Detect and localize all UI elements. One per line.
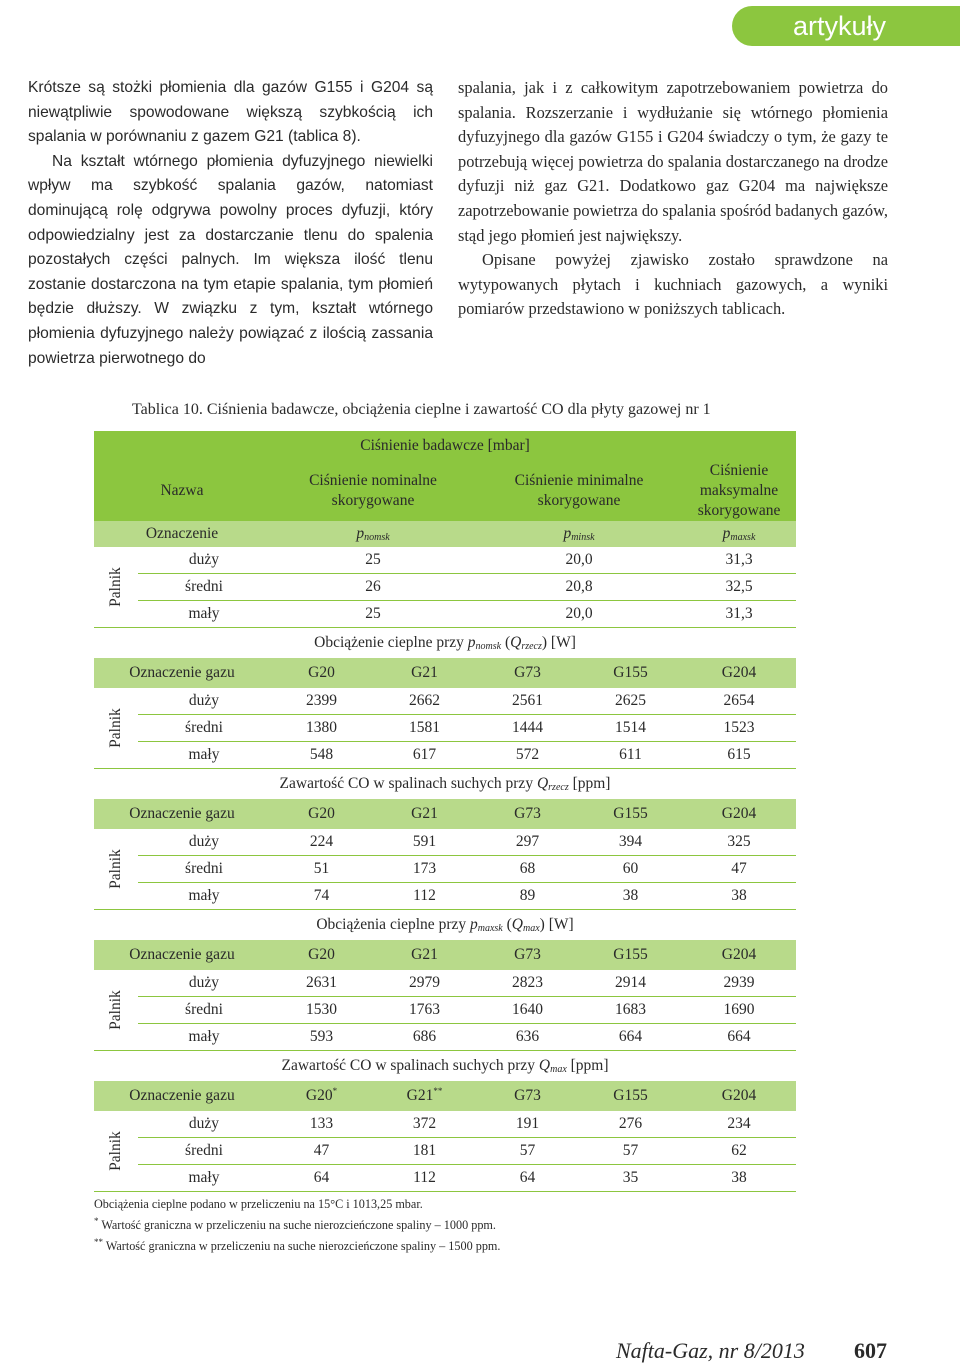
gas-name: G204 bbox=[721, 1087, 757, 1104]
table-cell: 2823 bbox=[476, 970, 579, 997]
gas-header bbox=[476, 799, 579, 829]
text-column-left bbox=[28, 76, 433, 371]
burner-size: mały bbox=[138, 1165, 270, 1192]
table-cell: 686 bbox=[373, 1024, 476, 1051]
gas-header bbox=[270, 658, 373, 688]
table-cell: 1380 bbox=[270, 715, 373, 742]
table-cell: 51 bbox=[270, 856, 373, 883]
gas-name: G21 bbox=[411, 946, 438, 963]
symbol-p: p bbox=[356, 525, 365, 542]
burner-size: mały bbox=[138, 742, 270, 769]
section-tab: artykuły bbox=[732, 6, 960, 46]
table-cell: 112 bbox=[373, 883, 476, 910]
table-cell: 25 bbox=[270, 601, 476, 628]
note-mark: ** bbox=[433, 1086, 443, 1097]
table-cell: 62 bbox=[682, 1138, 796, 1165]
table-row bbox=[94, 1111, 796, 1138]
burner-size: średni bbox=[138, 856, 270, 883]
table-notes bbox=[94, 1196, 500, 1255]
table-cell: 1640 bbox=[476, 997, 579, 1024]
table-cell: 617 bbox=[373, 742, 476, 769]
gas-name: G155 bbox=[613, 946, 648, 963]
col-nominal-header: Ciśnienie nominalne skorygowane bbox=[270, 461, 476, 521]
table-row bbox=[94, 997, 796, 1024]
burner-size: duży bbox=[138, 829, 270, 856]
table-row bbox=[94, 1081, 796, 1111]
table-row bbox=[94, 521, 796, 547]
gas-header bbox=[270, 799, 373, 829]
name-header: Nazwa bbox=[94, 461, 270, 521]
col-min-header: Ciśnienie minimalne skorygowane bbox=[476, 461, 682, 521]
table-cell: 1581 bbox=[373, 715, 476, 742]
table-row bbox=[94, 970, 796, 997]
table-cell: 38 bbox=[682, 883, 796, 910]
data-table bbox=[94, 431, 796, 1192]
table-row bbox=[94, 658, 796, 688]
table-cell: 1444 bbox=[476, 715, 579, 742]
symbol-label: Oznaczenie bbox=[94, 521, 270, 547]
table-cell: 593 bbox=[270, 1024, 373, 1051]
table-caption: Tablica 10. Ciśnienia badawcze, obciążenia cieplne i zawartość CO dla płyty gazowej nr 1 bbox=[132, 401, 711, 418]
table-cell: 1530 bbox=[270, 997, 373, 1024]
gas-header bbox=[373, 1081, 476, 1111]
gas-name: G21 bbox=[411, 664, 438, 681]
burner-size: średni bbox=[138, 997, 270, 1024]
gas-header bbox=[579, 940, 682, 970]
table-cell: 2654 bbox=[682, 688, 796, 715]
table-cell: 31,3 bbox=[682, 547, 796, 574]
gas-name: G20 bbox=[308, 946, 335, 963]
gas-label: Oznaczenie gazu bbox=[94, 658, 270, 688]
table-cell: 2979 bbox=[373, 970, 476, 997]
table-cell: 133 bbox=[270, 1111, 373, 1138]
symbol-sub: maxsk bbox=[477, 923, 503, 934]
table-row bbox=[94, 715, 796, 742]
burner-size: duży bbox=[138, 970, 270, 997]
paragraph: Krótsze są stożki płomienia dla gazów G155 i G204 są niewątpliwie spowodowane większą szybkością ich spalania w porównaniu z gazem G21 (tablica 8). bbox=[28, 79, 433, 146]
gas-header bbox=[682, 799, 796, 829]
table-row bbox=[94, 628, 796, 659]
gas-name: G155 bbox=[613, 805, 648, 822]
symbol-sub: max bbox=[522, 923, 540, 934]
section-text: Zawartość CO w spalinach suchych przy bbox=[279, 775, 537, 792]
symbol-min bbox=[476, 521, 682, 547]
table-cell: 548 bbox=[270, 742, 373, 769]
table-cell: 2399 bbox=[270, 688, 373, 715]
table-row bbox=[94, 940, 796, 970]
table-row bbox=[94, 1138, 796, 1165]
symbol-sub: maxsk bbox=[730, 532, 756, 543]
table-cell: 181 bbox=[373, 1138, 476, 1165]
gas-name: G204 bbox=[721, 664, 757, 681]
table-row bbox=[94, 742, 796, 769]
gas-header bbox=[270, 1081, 373, 1111]
table-cell: 112 bbox=[373, 1165, 476, 1192]
gas-label: Oznaczenie gazu bbox=[94, 1081, 270, 1111]
table-cell: 64 bbox=[270, 1165, 373, 1192]
table-row bbox=[94, 829, 796, 856]
table-cell: 1763 bbox=[373, 997, 476, 1024]
section-text: [ppm] bbox=[568, 775, 611, 792]
symbol-p: p bbox=[469, 916, 478, 933]
gas-name: G21 bbox=[406, 1087, 434, 1105]
table-cell: 572 bbox=[476, 742, 579, 769]
note-text: Wartość graniczna w przeliczeniu na suche nierozcieńczone spaliny – 1500 ppm. bbox=[103, 1239, 501, 1254]
table-cell: 1523 bbox=[682, 715, 796, 742]
table-row bbox=[94, 1051, 796, 1082]
note: Obciążenia cieplne podano w przeliczeniu na 15°C i 1013,25 mbar. bbox=[94, 1197, 423, 1211]
table-cell: 394 bbox=[579, 829, 682, 856]
symbol-nominal bbox=[270, 521, 476, 547]
burner-label bbox=[94, 970, 138, 1051]
table-row bbox=[94, 769, 796, 800]
co-nominal-group bbox=[94, 769, 796, 910]
section-header bbox=[94, 628, 796, 659]
symbol-p: p bbox=[722, 525, 731, 542]
symbol-q: Q bbox=[510, 634, 522, 651]
gas-header bbox=[476, 940, 579, 970]
gas-name: G155 bbox=[613, 1087, 648, 1104]
gas-header bbox=[579, 658, 682, 688]
table-cell: 89 bbox=[476, 883, 579, 910]
gas-name: G204 bbox=[721, 946, 757, 963]
symbol-sub: rzecz bbox=[521, 641, 542, 652]
table-cell: 26 bbox=[270, 574, 476, 601]
burner-label bbox=[94, 547, 138, 628]
table-cell: 234 bbox=[682, 1111, 796, 1138]
gas-header bbox=[373, 799, 476, 829]
gas-label: Oznaczenie gazu bbox=[94, 799, 270, 829]
burner-size: mały bbox=[138, 883, 270, 910]
table-cell: 47 bbox=[270, 1138, 373, 1165]
table-cell: 636 bbox=[476, 1024, 579, 1051]
section-text: Obciążenie cieplne przy bbox=[314, 634, 468, 651]
burner-size: średni bbox=[138, 574, 270, 601]
section-text: [ppm] bbox=[566, 1057, 609, 1074]
note-text: Wartość graniczna w przeliczeniu na suche nierozcieńczone spaliny – 1000 ppm. bbox=[98, 1218, 496, 1233]
table-cell: 20,0 bbox=[476, 601, 682, 628]
page-number: 607 bbox=[854, 1338, 887, 1363]
section-header bbox=[94, 769, 796, 800]
symbol-q: Q bbox=[538, 1057, 551, 1074]
paragraph: spalania, jak i z całkowitym zapotrzebowaniem powietrza do spalania. Rozszerzanie i wydłużanie się wtórnego płomienia dyfuzyjnego dla gazów G155 i G204 świadczy o tym, że gazy te potrzebują więcej powietrza do spalania dostarczanego na drodze dyfuzji niż gaz G21. Dodatkowo gaz G204 ma największe zapotrzebowanie powietrza do spalania spośród badanych gazów, stąd jego płomień jest największy. bbox=[458, 78, 888, 245]
symbol-q: Q bbox=[511, 916, 523, 933]
table-cell: 31,3 bbox=[682, 601, 796, 628]
burner-size: duży bbox=[138, 1111, 270, 1138]
burner-size: średni bbox=[138, 715, 270, 742]
burner-size: mały bbox=[138, 601, 270, 628]
col-max-header: Ciśnienie maksymalne skorygowane bbox=[682, 461, 796, 521]
gas-header bbox=[373, 940, 476, 970]
table-cell: 20,8 bbox=[476, 574, 682, 601]
burner-label-text: Palnik bbox=[107, 849, 124, 889]
table-cell: 1690 bbox=[682, 997, 796, 1024]
paragraph: Opisane powyżej zjawisko zostało sprawdzone na wytypowanych płytach i kuchniach gazowych, a wyniki pomiarów przedstawiono w poniższych tablicach. bbox=[458, 250, 888, 319]
gas-label: Oznaczenie gazu bbox=[94, 940, 270, 970]
table-cell: 2625 bbox=[579, 688, 682, 715]
table-row bbox=[94, 910, 796, 941]
table-row bbox=[94, 688, 796, 715]
table-cell: 74 bbox=[270, 883, 373, 910]
table-cell: 297 bbox=[476, 829, 579, 856]
table-cell: 2631 bbox=[270, 970, 373, 997]
table-cell: 1683 bbox=[579, 997, 682, 1024]
table-cell: 2914 bbox=[579, 970, 682, 997]
burner-label bbox=[94, 688, 138, 769]
table-row bbox=[94, 1024, 796, 1051]
text-column-right bbox=[458, 76, 888, 322]
table-cell: 276 bbox=[579, 1111, 682, 1138]
note-mark: ** bbox=[94, 1237, 103, 1248]
table-row bbox=[94, 574, 796, 601]
table-row bbox=[94, 431, 796, 461]
table-cell: 32,5 bbox=[682, 574, 796, 601]
gas-name: G73 bbox=[514, 946, 541, 963]
gas-header bbox=[270, 940, 373, 970]
table-cell: 611 bbox=[579, 742, 682, 769]
symbol-sub: rzecz bbox=[548, 782, 569, 793]
table-cell: 60 bbox=[579, 856, 682, 883]
burner-label-text: Palnik bbox=[107, 708, 124, 748]
gas-name: G155 bbox=[613, 664, 648, 681]
table-cell: 35 bbox=[579, 1165, 682, 1192]
table-cell: 25 bbox=[270, 547, 476, 574]
table-cell: 372 bbox=[373, 1111, 476, 1138]
gas-name: G20 bbox=[305, 1087, 333, 1105]
table-cell: 191 bbox=[476, 1111, 579, 1138]
table-cell: 57 bbox=[579, 1138, 682, 1165]
co-max-group bbox=[94, 1051, 796, 1192]
table-cell: 38 bbox=[682, 1165, 796, 1192]
symbol-sub: max bbox=[550, 1064, 567, 1075]
table-row bbox=[94, 1165, 796, 1192]
burner-size: średni bbox=[138, 1138, 270, 1165]
gas-header bbox=[373, 658, 476, 688]
gas-name: G20 bbox=[308, 805, 335, 822]
note-mark: * bbox=[332, 1086, 338, 1097]
table-cell: 591 bbox=[373, 829, 476, 856]
pressure-group bbox=[94, 547, 796, 628]
note bbox=[94, 1234, 500, 1255]
load-max-group bbox=[94, 910, 796, 1051]
burner-size: duży bbox=[138, 547, 270, 574]
table-cell: 2561 bbox=[476, 688, 579, 715]
table-cell: 64 bbox=[476, 1165, 579, 1192]
table-cell: 224 bbox=[270, 829, 373, 856]
table-cell: 47 bbox=[682, 856, 796, 883]
table-cell: 68 bbox=[476, 856, 579, 883]
section-text: ) [W] bbox=[539, 916, 574, 933]
section-text: Obciążenia cieplne przy bbox=[316, 916, 470, 933]
table-row bbox=[94, 601, 796, 628]
section-text: ) [W] bbox=[541, 634, 576, 651]
section-header bbox=[94, 910, 796, 941]
symbol-p: p bbox=[467, 634, 476, 651]
gas-name: G20 bbox=[308, 664, 335, 681]
symbol-q: Q bbox=[536, 775, 549, 792]
table-cell: 2662 bbox=[373, 688, 476, 715]
table-row bbox=[94, 856, 796, 883]
section-header bbox=[94, 1051, 796, 1082]
burner-label-text: Palnik bbox=[107, 567, 124, 607]
table-row bbox=[94, 461, 796, 521]
table-cell: 57 bbox=[476, 1138, 579, 1165]
table-cell: 173 bbox=[373, 856, 476, 883]
burner-size: duży bbox=[138, 688, 270, 715]
burner-label bbox=[94, 829, 138, 910]
table-row bbox=[94, 883, 796, 910]
load-nominal-group bbox=[94, 628, 796, 769]
gas-name: G73 bbox=[514, 805, 541, 822]
table-cell: 664 bbox=[579, 1024, 682, 1051]
symbol-sub: nomsk bbox=[364, 532, 390, 543]
table-cell: 1514 bbox=[579, 715, 682, 742]
journal-footer: Nafta-Gaz, nr 8/2013 bbox=[616, 1338, 805, 1363]
table-cell: 20,0 bbox=[476, 547, 682, 574]
symbol-p: p bbox=[563, 525, 572, 542]
symbol-max bbox=[682, 521, 796, 547]
note-mark: * bbox=[94, 1216, 99, 1226]
burner-label-text: Palnik bbox=[107, 990, 124, 1030]
gas-name: G73 bbox=[514, 664, 541, 681]
gas-header bbox=[682, 658, 796, 688]
table-row bbox=[94, 799, 796, 829]
gas-name: G73 bbox=[514, 1087, 541, 1104]
note bbox=[94, 1213, 500, 1234]
paragraph: Na kształt wtórnego płomienia dyfuzyjnego niewielki wpływ ma szybkość spalania gazów, natomiast dominującą rolę odgrywa powolny proces dyfuzji, który odpowiedzialny jest za dostarczanie tlenu do spalenia pozostałych części palnych. Im większa ilość tlenu zostanie dostarczona na tym etapie spalania, tym płomień będzie dłuższy. W związku z tym, kształt wtórnego płomienia dyfuzyjnego należy powiązać z ilością zassania powietrza pierwotnego do bbox=[28, 152, 433, 367]
table-cell: 615 bbox=[682, 742, 796, 769]
section-text: ( bbox=[501, 634, 511, 651]
gas-name: G21 bbox=[411, 805, 438, 822]
gas-name: G204 bbox=[721, 805, 757, 822]
symbol-sub: minsk bbox=[571, 532, 595, 543]
gas-header bbox=[579, 799, 682, 829]
table-cell: 325 bbox=[682, 829, 796, 856]
table-cell: 2939 bbox=[682, 970, 796, 997]
pressure-header: Ciśnienie badawcze [mbar] bbox=[94, 431, 796, 461]
symbol-sub: nomsk bbox=[475, 641, 502, 652]
gas-header bbox=[476, 1081, 579, 1111]
section-text: ( bbox=[502, 916, 512, 933]
gas-header bbox=[476, 658, 579, 688]
gas-header bbox=[579, 1081, 682, 1111]
table-cell: 664 bbox=[682, 1024, 796, 1051]
gas-header bbox=[682, 940, 796, 970]
table-cell: 38 bbox=[579, 883, 682, 910]
table-row bbox=[94, 547, 796, 574]
burner-label bbox=[94, 1111, 138, 1192]
section-text: Zawartość CO w spalinach suchych przy bbox=[281, 1057, 539, 1074]
gas-header bbox=[682, 1081, 796, 1111]
burner-label-text: Palnik bbox=[107, 1131, 124, 1171]
burner-size: mały bbox=[138, 1024, 270, 1051]
